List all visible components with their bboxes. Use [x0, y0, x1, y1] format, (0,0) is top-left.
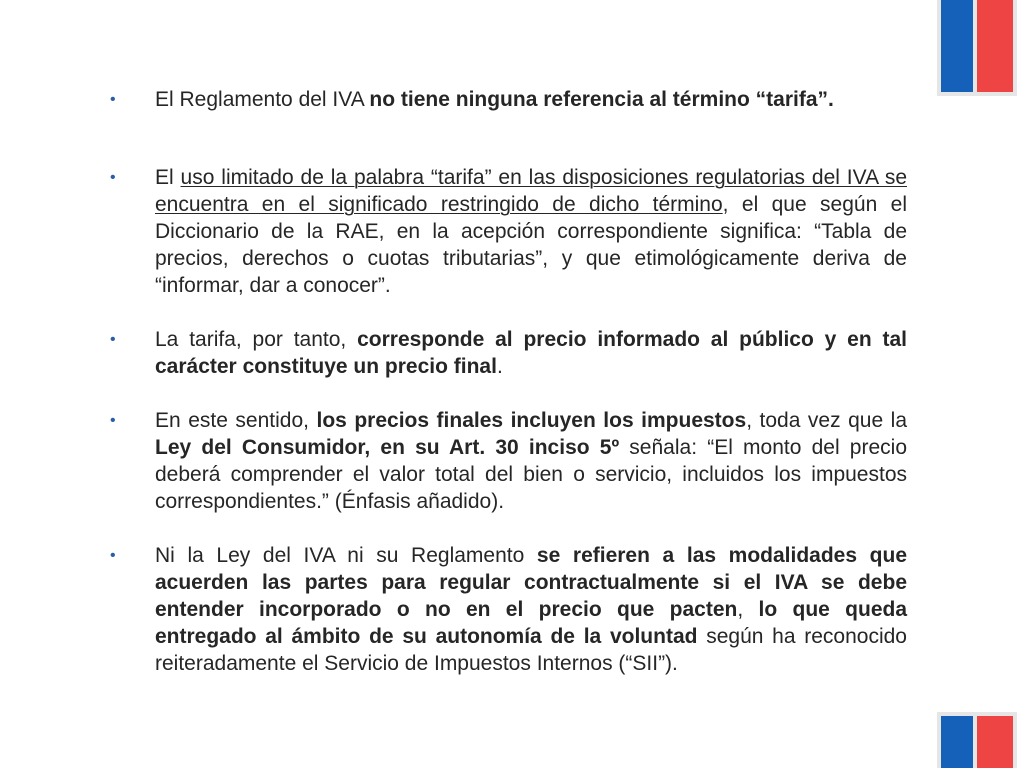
- bold-text-run: se refieren a las modalidades que acuerden las partes para regular contractualmente si el IVA se debe entender incorporado o no en el precio que pacten: [155, 544, 907, 621]
- bullet-dot: •: [110, 331, 116, 348]
- bullet-item: [107, 326, 907, 380]
- bullet-item: [107, 86, 907, 113]
- text-run: Ni la Ley del IVA ni su Reglamento: [155, 544, 537, 567]
- text-run: , el que según el Diccionario de la RAE, en la acepción correspondiente significa: “Tabla de precios, derechos o cuotas tributarias”, y que etimológicamente deriva de “informar, dar a conocer”.: [155, 193, 907, 297]
- flag-blue-stripe: [937, 712, 977, 768]
- bullet-dot: •: [110, 91, 116, 108]
- bullet-dot: •: [110, 547, 116, 564]
- bullet-text: [155, 86, 907, 113]
- bullet-item: [107, 407, 907, 515]
- flag-decoration-bottom: [937, 712, 1024, 768]
- bold-text-run: Ley del Consumidor, en su Art. 30 inciso 5º: [155, 436, 620, 459]
- bold-text-run: corresponde al precio informado al público y en tal carácter constituye un precio final: [155, 328, 907, 378]
- bullet-text: [155, 407, 907, 515]
- bullet-text: [155, 326, 907, 380]
- flag-red-stripe: [977, 712, 1017, 768]
- flag-decoration-top: [937, 0, 1024, 96]
- text-run: La tarifa, por tanto,: [155, 328, 358, 351]
- slide-content: [107, 86, 907, 677]
- text-run: según ha reconocido reiteradamente el Servicio de Impuestos Internos (“SII”).: [155, 625, 907, 675]
- bullet-item: [107, 164, 907, 299]
- text-run: El: [155, 166, 181, 189]
- bullet-dot: •: [110, 169, 116, 186]
- bold-text-run: los precios finales incluyen los impuestos: [316, 409, 747, 432]
- text-run: ,: [737, 598, 759, 621]
- text-run: , toda vez que la: [746, 409, 908, 432]
- bullet-text: [155, 542, 907, 677]
- bullet-item: [107, 542, 907, 677]
- bullet-dot: •: [110, 412, 116, 429]
- text-run: El Reglamento del IVA: [155, 88, 370, 111]
- underlined-text-run: uso limitado de la palabra “tarifa” en las disposiciones regulatorias del IVA se encuentra en el significado restringido de dicho término: [155, 166, 907, 216]
- text-run: .: [496, 355, 503, 378]
- text-run: En este sentido,: [155, 409, 317, 432]
- text-run: señala: “El monto del precio deberá comprender el valor total del bien o servicio, incluidos los impuestos correspondientes.” (Énfasis añadido).: [155, 436, 908, 513]
- flag-red-stripe: [977, 0, 1017, 96]
- bold-text-run: lo que queda entregado al ámbito de su autonomía de la voluntad: [155, 598, 908, 648]
- bullet-text: [155, 164, 907, 299]
- flag-blue-stripe: [937, 0, 977, 96]
- bold-text-run: no tiene ninguna referencia al término “tarifa”.: [369, 88, 834, 111]
